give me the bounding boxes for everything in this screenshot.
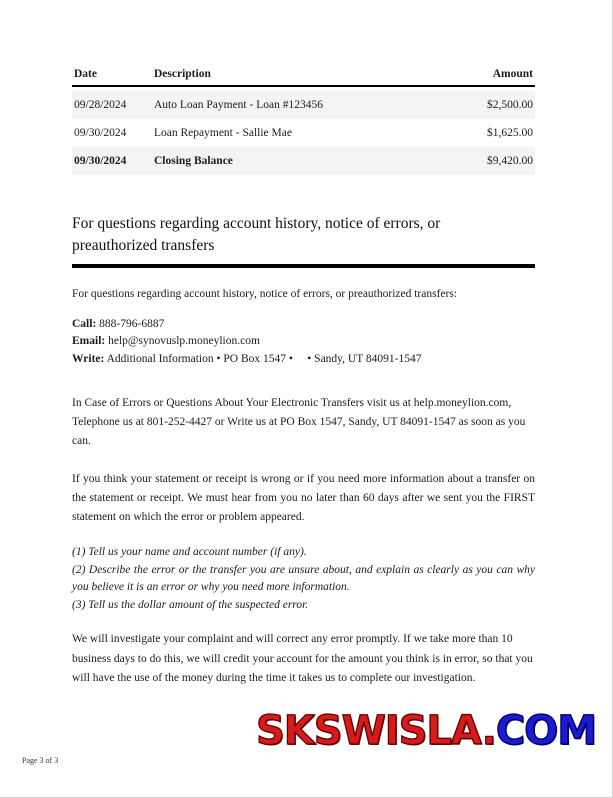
transaction-table [72,66,535,175]
cell-description: Auto Loan Payment - Loan #123456 [154,99,323,111]
watermark-dot: . [481,708,496,754]
cell-description: Loan Repayment - Sallie Mae [154,127,292,139]
page-number-label: Page 3 of 3 [22,756,59,765]
cell-amount: $9,420.00 [487,155,533,167]
header-amount: Amount [492,68,533,80]
table-header-row [72,66,535,87]
call-value: 888-796-6887 [99,318,165,331]
statement-content [72,66,535,689]
intro-paragraph: For questions regarding account history, notice of errors, or preauthorized transfers: [72,287,458,300]
contact-call [72,316,535,333]
instruction-item: (2) Describe the error or the transfer you are unsure about, and explain as clearly as you can why you believe it is an error or why you need more information. [72,563,535,594]
errors-paragraph: In Case of Errors or Questions About Your Electronic Transfers visit us at help.moneylion.com, Telephone us at 801-252-4427 or Write us at PO Box 1547, Sandy, UT 84091-1547 as soon as you can. [72,396,526,447]
call-label: Call: [72,318,97,331]
cell-date: 09/30/2024 [74,155,127,167]
watermark [256,708,596,754]
header-date: Date [74,68,97,80]
section-heading: For questions regarding account history, notice of errors, or preauthorized transfers [72,215,441,255]
cell-date: 09/28/2024 [74,99,127,111]
sixty-days-paragraph: If you think your statement or receipt is wrong or if you need more information about a transfer on the statement or receipt. We must hear from you no later than 60 days after we sent you the FIRST statement on which the error or problem appeared. [72,472,535,523]
header-description: Description [154,68,211,80]
watermark-secondary: COM [495,708,596,754]
email-label: Email: [72,335,106,348]
instructions-list [72,544,535,615]
write-label: Write: [72,352,105,365]
email-value: help@synovuslp.moneylion.com [108,335,260,348]
table-row [72,119,535,147]
write-value: Additional Information • PO Box 1547 • • Sandy, UT 84091-1547 [106,352,422,365]
contact-block [72,316,535,368]
cell-amount: $2,500.00 [487,99,533,111]
heading-divider [72,264,535,268]
instruction-item: (3) Tell us the dollar amount of the suspected error. [72,599,309,612]
cell-date: 09/30/2024 [74,127,127,139]
table-row-closing-balance [72,147,535,175]
investigate-paragraph: We will investigate your complaint and will correct any error promptly. If we take more than 10 business days to do this, we will credit your account for the amount you think is in error, so that you will have the use of the money during the time it takes us to complete our investigation. [72,633,533,685]
contact-email [72,333,535,350]
cell-amount: $1,625.00 [487,127,533,139]
watermark-primary: SKSWISLA [256,708,482,754]
contact-write [72,351,535,368]
cell-description: Closing Balance [154,155,233,167]
table-row [72,91,535,119]
instruction-item: (1) Tell us your name and account number (if any). [72,545,307,558]
